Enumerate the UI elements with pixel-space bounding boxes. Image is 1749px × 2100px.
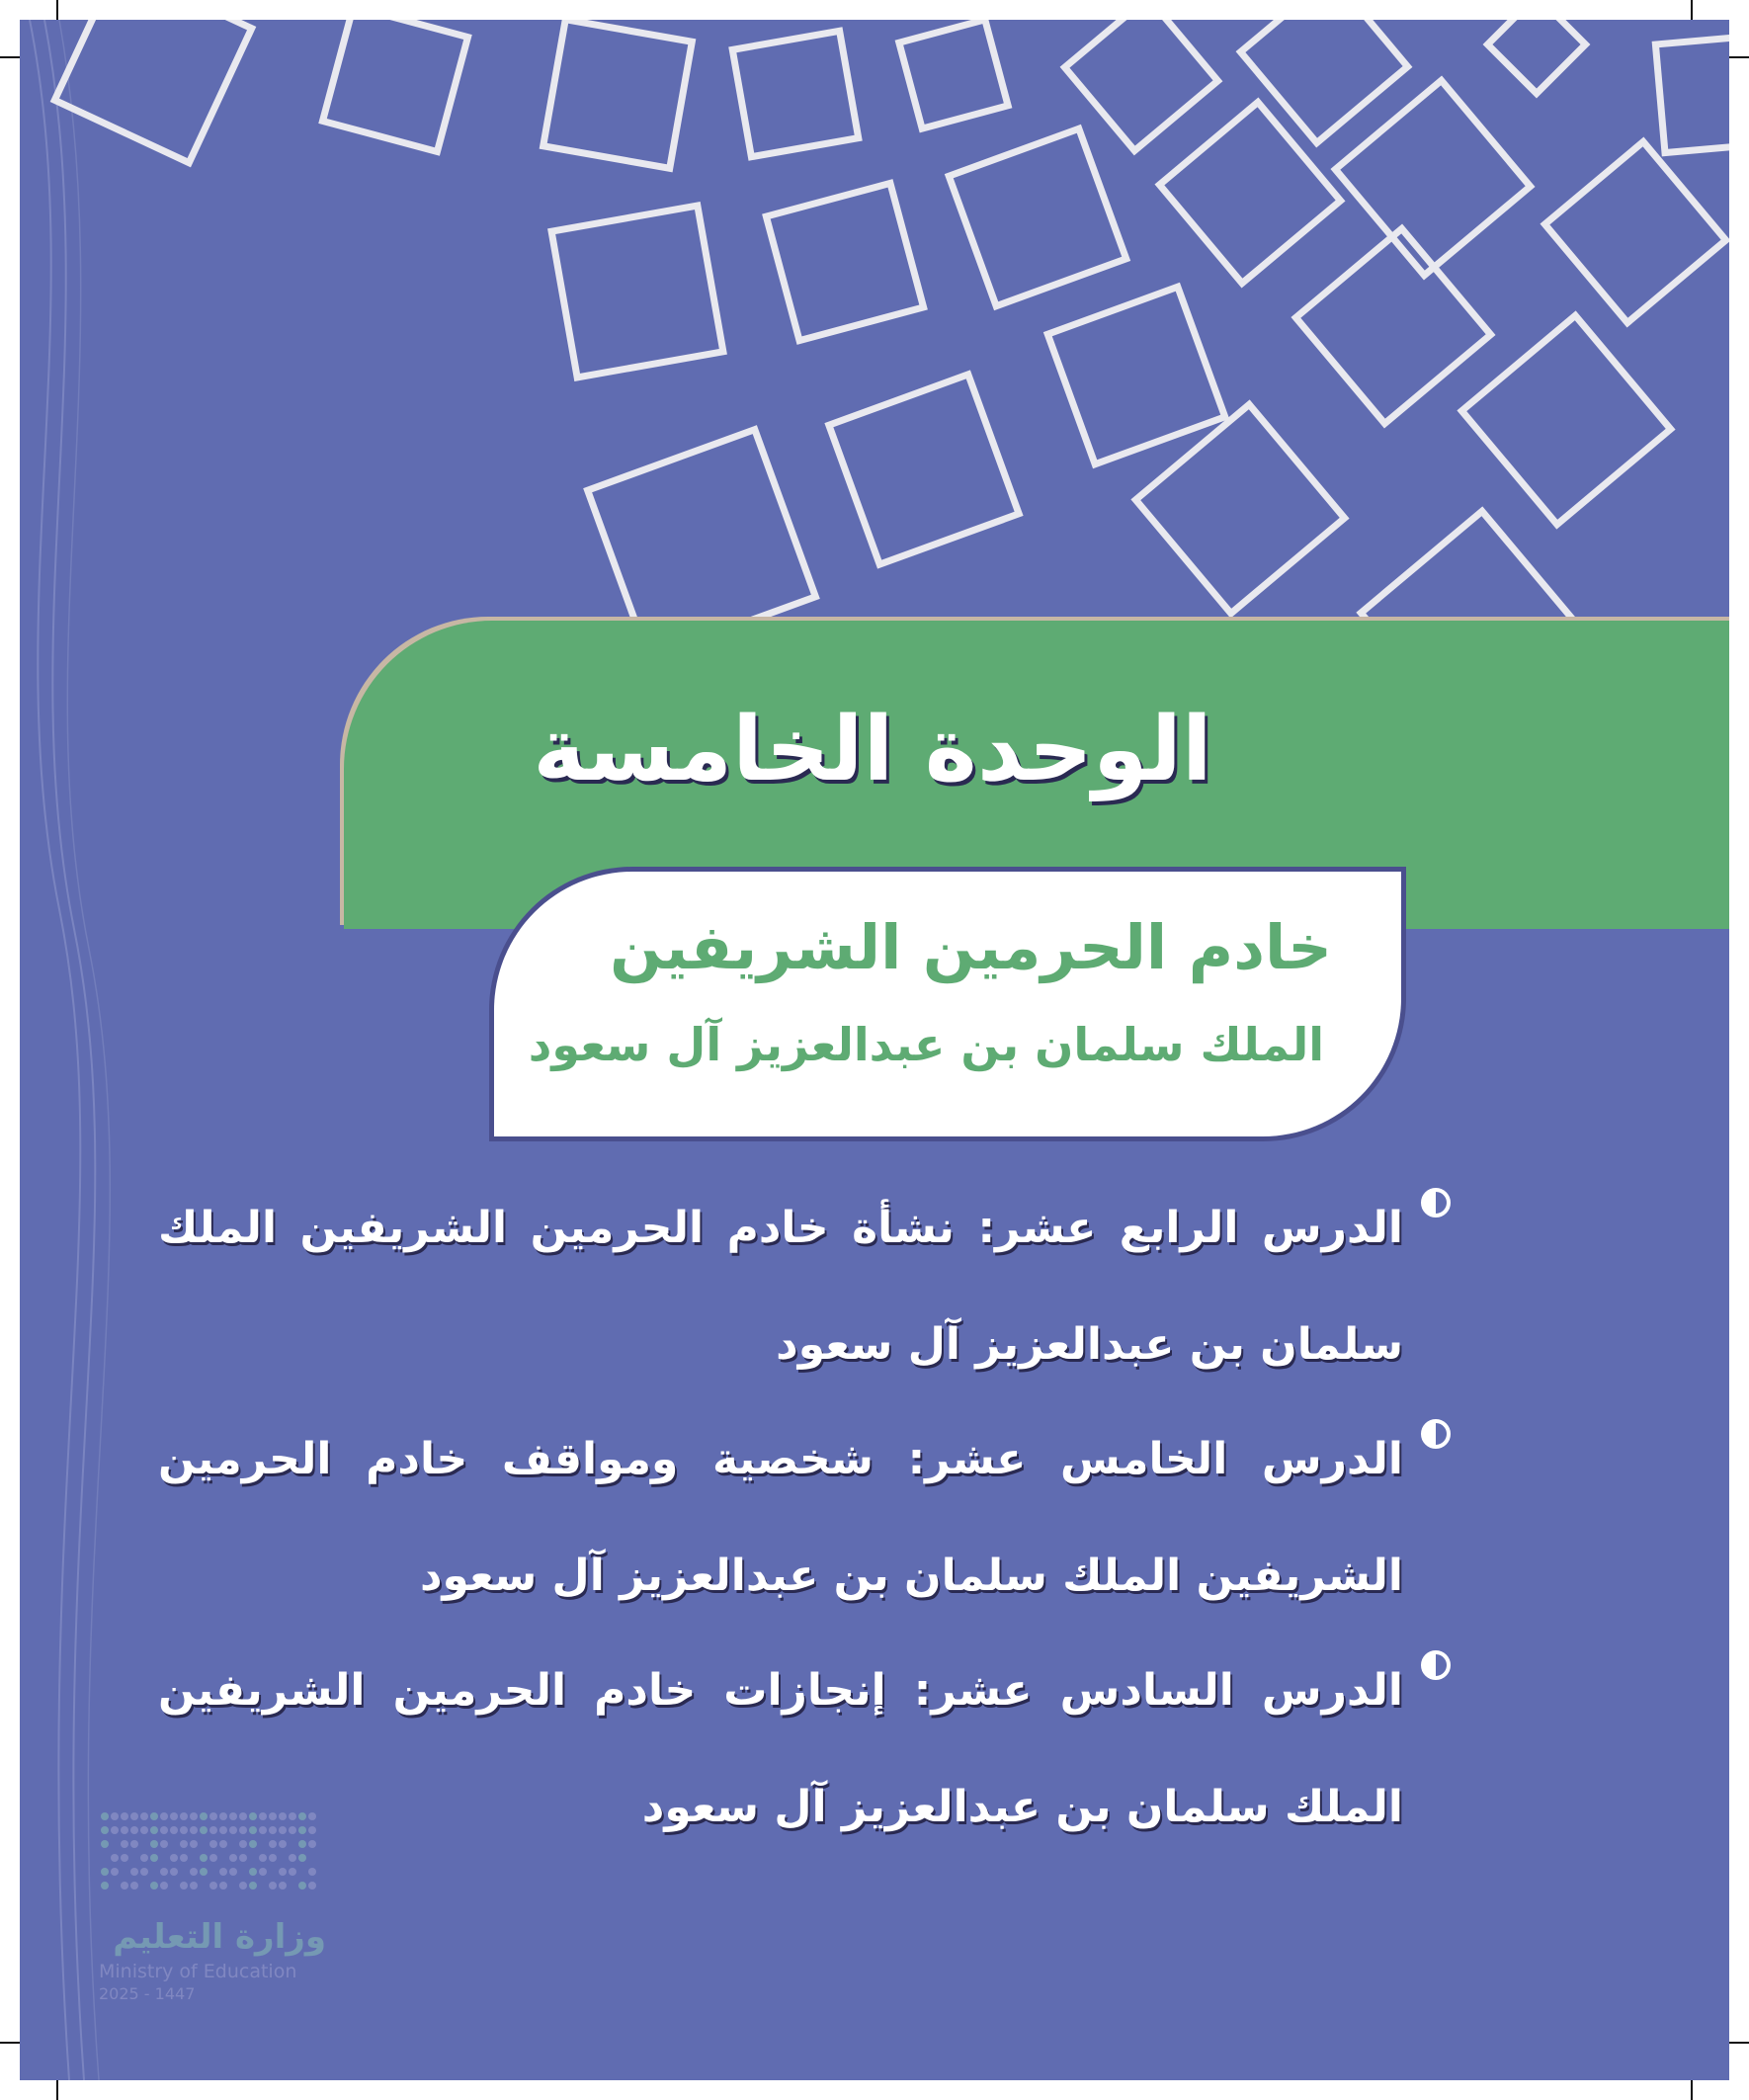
ministry-dots-emblem [99,1808,326,1907]
half-filled-circle-icon [1421,1188,1451,1218]
lesson-text: الدرس الخامس عشر: شخصية ومواقف خادم الحرمين الشريفين الملك سلمان بن عبدالعزيز آل سعود [158,1434,1403,1601]
lesson-text: الدرس السادس عشر: إنجازات خادم الحرمين الشريفين الملك سلمان بن عبدالعزيز آل سعود [158,1665,1403,1832]
lesson-text: الدرس الرابع عشر: نشأة خادم الحرمين الشريفين الملك سلمان بن عبدالعزيز آل سعود [158,1203,1403,1370]
subtitle-card [494,872,1401,1136]
unit-title: الوحدة الخامسة [533,698,1212,801]
half-filled-circle-icon [1421,1650,1451,1680]
lesson-list [158,1194,1403,1888]
half-filled-circle-icon [1421,1419,1451,1449]
logo-english-text: Ministry of Education [99,1961,297,1982]
subtitle-sub: الملك سلمان بن عبدالعزيز آل سعود [528,1018,1324,1071]
subtitle-main: خادم الحرمين الشريفين [610,911,1332,983]
ministry-logo [99,1808,356,2003]
lesson-item [158,1401,1403,1635]
logo-year-text: 2025 - 1447 [99,1984,196,2003]
logo-arabic-text: وزارة التعليم [113,1917,326,1957]
decorative-square-pattern [20,20,1729,672]
lesson-item [158,1170,1403,1403]
cover-page [20,20,1729,2080]
